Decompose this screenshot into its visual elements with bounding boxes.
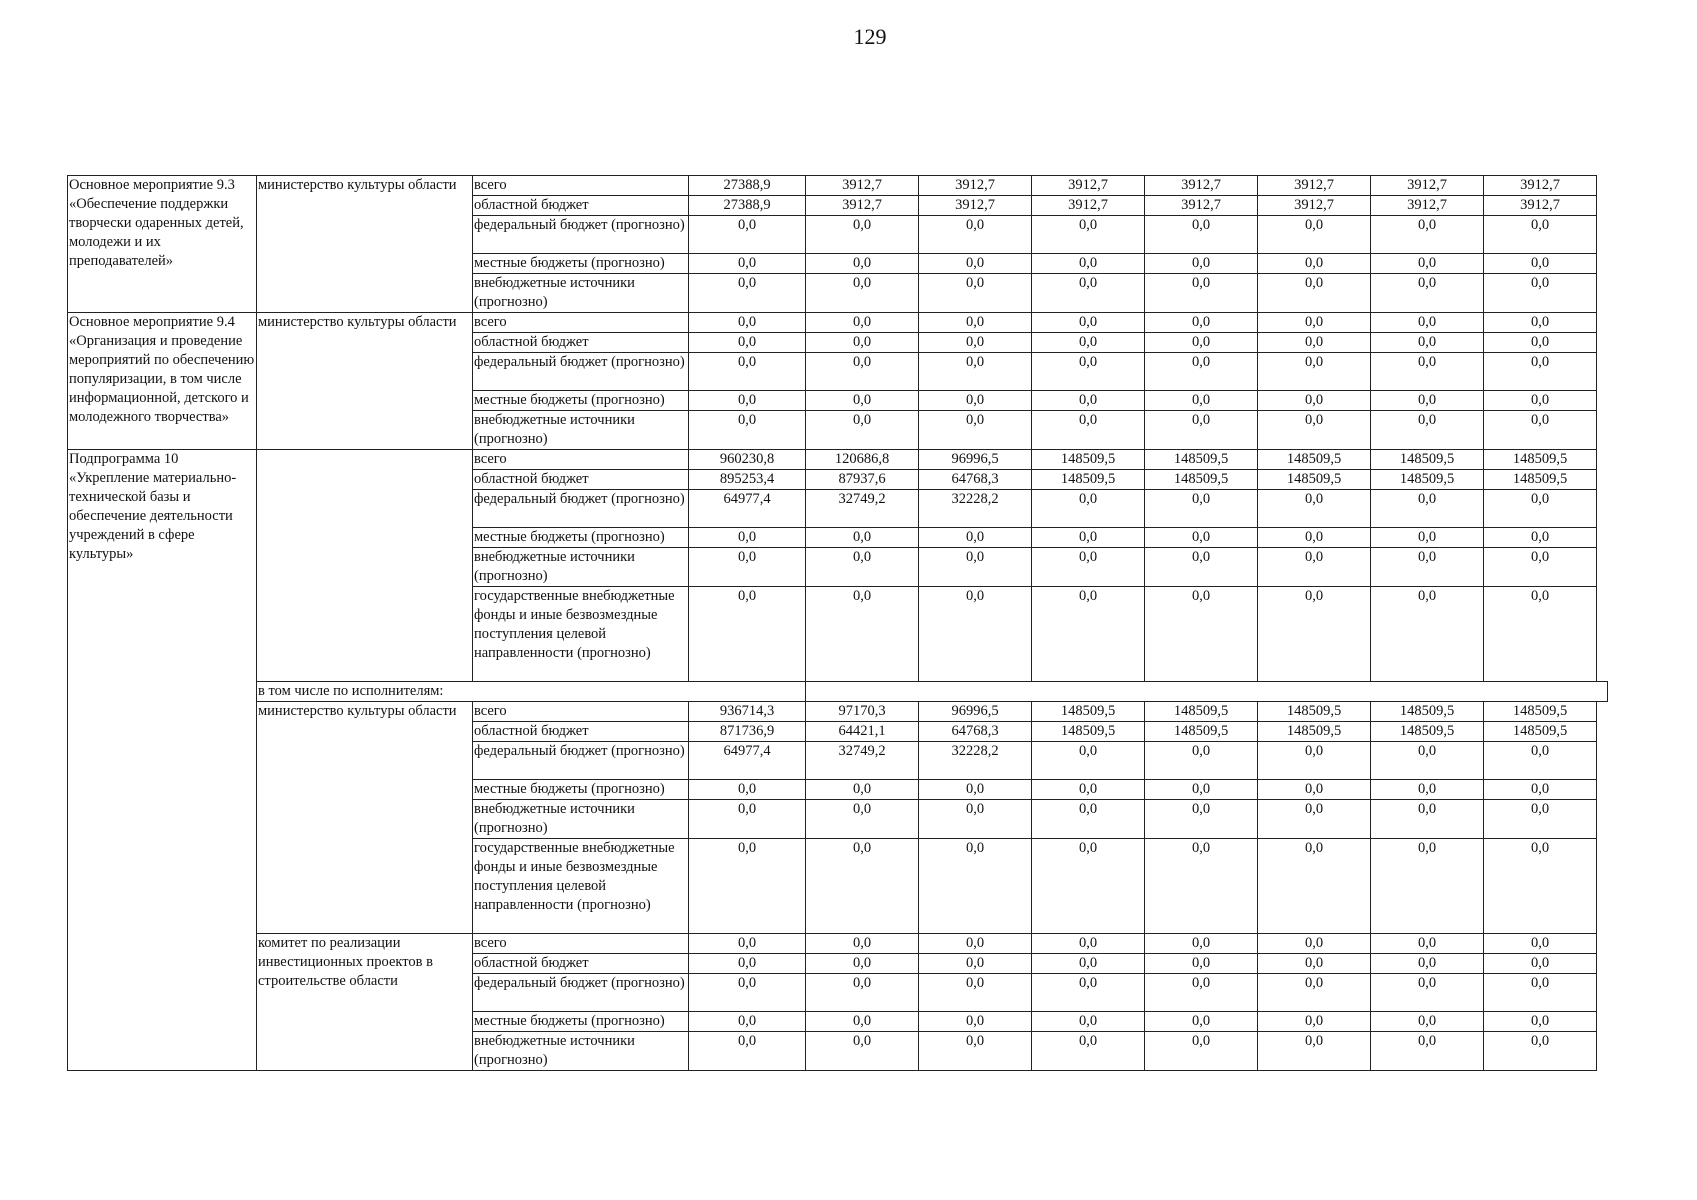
value-cell: 0,0 bbox=[689, 333, 806, 353]
value-cell: 0,0 bbox=[806, 934, 919, 954]
funding-source-label: внебюджетные источники (прогнозно) bbox=[473, 548, 689, 587]
value-cell: 0,0 bbox=[1145, 391, 1258, 411]
value-cell: 0,0 bbox=[1484, 313, 1597, 333]
value-cell: 0,0 bbox=[1258, 254, 1371, 274]
funding-source-label: государственные внебюджетные фонды и иные безвозмездные поступления целевой направленности (прогнозно) bbox=[473, 587, 689, 682]
value-cell: 32749,2 bbox=[806, 742, 919, 780]
value-cell: 0,0 bbox=[1371, 411, 1484, 450]
table-row bbox=[68, 702, 1608, 722]
value-cell: 148509,5 bbox=[1484, 722, 1597, 742]
funding-source-label: федеральный бюджет (прогнозно) bbox=[473, 974, 689, 1012]
value-cell: 0,0 bbox=[1484, 974, 1597, 1012]
funding-source-label: федеральный бюджет (прогнозно) bbox=[473, 490, 689, 528]
value-cell: 148509,5 bbox=[1258, 702, 1371, 722]
funding-source-label: федеральный бюджет (прогнозно) bbox=[473, 742, 689, 780]
value-cell: 0,0 bbox=[1258, 800, 1371, 839]
value-cell: 0,0 bbox=[1032, 254, 1145, 274]
value-cell: 0,0 bbox=[1032, 391, 1145, 411]
value-cell: 0,0 bbox=[1484, 490, 1597, 528]
executor-name: министерство культуры области bbox=[257, 702, 473, 934]
value-cell: 0,0 bbox=[689, 313, 806, 333]
value-cell: 148509,5 bbox=[1484, 702, 1597, 722]
value-cell: 0,0 bbox=[1145, 313, 1258, 333]
value-cell: 895253,4 bbox=[689, 470, 806, 490]
value-cell: 148509,5 bbox=[1145, 722, 1258, 742]
value-cell: 32749,2 bbox=[806, 490, 919, 528]
value-cell: 0,0 bbox=[1371, 333, 1484, 353]
activity-name: Основное мероприятие 9.4 «Организация и проведение мероприятий по обеспечению популяризации, в том числе информационной, детского и молодежного творчества» bbox=[68, 313, 257, 450]
value-cell: 0,0 bbox=[919, 839, 1032, 934]
value-cell: 0,0 bbox=[806, 313, 919, 333]
value-cell: 64977,4 bbox=[689, 490, 806, 528]
value-cell: 0,0 bbox=[806, 254, 919, 274]
value-cell: 0,0 bbox=[806, 528, 919, 548]
value-cell: 0,0 bbox=[1371, 391, 1484, 411]
value-cell: 0,0 bbox=[1032, 548, 1145, 587]
value-cell: 0,0 bbox=[919, 411, 1032, 450]
value-cell: 0,0 bbox=[919, 800, 1032, 839]
funding-source-label: внебюджетные источники (прогнозно) bbox=[473, 1032, 689, 1071]
value-cell: 120686,8 bbox=[806, 450, 919, 470]
value-cell: 0,0 bbox=[1145, 528, 1258, 548]
value-cell: 0,0 bbox=[1032, 780, 1145, 800]
value-cell: 0,0 bbox=[1258, 490, 1371, 528]
value-cell: 0,0 bbox=[1484, 254, 1597, 274]
value-cell: 0,0 bbox=[1145, 490, 1258, 528]
funding-source-label: федеральный бюджет (прогнозно) bbox=[473, 216, 689, 254]
value-cell: 0,0 bbox=[689, 1012, 806, 1032]
value-cell: 148509,5 bbox=[1145, 450, 1258, 470]
value-cell: 0,0 bbox=[1145, 934, 1258, 954]
value-cell: 0,0 bbox=[806, 800, 919, 839]
value-cell: 0,0 bbox=[1258, 1012, 1371, 1032]
value-cell: 0,0 bbox=[806, 974, 919, 1012]
value-cell: 0,0 bbox=[919, 333, 1032, 353]
value-cell: 0,0 bbox=[1032, 216, 1145, 254]
value-cell: 0,0 bbox=[689, 254, 806, 274]
value-cell: 0,0 bbox=[1145, 954, 1258, 974]
value-cell: 0,0 bbox=[1371, 954, 1484, 974]
value-cell: 0,0 bbox=[806, 353, 919, 391]
value-cell: 0,0 bbox=[1032, 839, 1145, 934]
funding-source-label: внебюджетные источники (прогнозно) bbox=[473, 274, 689, 313]
value-cell: 0,0 bbox=[806, 780, 919, 800]
value-cell: 0,0 bbox=[689, 411, 806, 450]
value-cell: 32228,2 bbox=[919, 490, 1032, 528]
value-cell: 0,0 bbox=[1371, 254, 1484, 274]
value-cell: 148509,5 bbox=[1032, 450, 1145, 470]
funding-source-label: всего bbox=[473, 176, 689, 196]
value-cell: 0,0 bbox=[1032, 411, 1145, 450]
activity-name: Основное мероприятие 9.3 «Обеспечение поддержки творчески одаренных детей, молодежи и их преподавателей» bbox=[68, 176, 257, 313]
value-cell: 0,0 bbox=[689, 528, 806, 548]
value-cell: 0,0 bbox=[1371, 839, 1484, 934]
value-cell: 0,0 bbox=[1032, 353, 1145, 391]
value-cell: 0,0 bbox=[1145, 1032, 1258, 1071]
value-cell: 0,0 bbox=[1484, 800, 1597, 839]
value-cell: 148509,5 bbox=[1258, 470, 1371, 490]
value-cell: 0,0 bbox=[919, 353, 1032, 391]
value-cell: 0,0 bbox=[806, 587, 919, 682]
value-cell: 0,0 bbox=[919, 313, 1032, 333]
value-cell: 0,0 bbox=[1258, 974, 1371, 1012]
value-cell: 148509,5 bbox=[1145, 702, 1258, 722]
value-cell: 0,0 bbox=[1258, 274, 1371, 313]
value-cell: 3912,7 bbox=[1484, 196, 1597, 216]
funding-source-label: местные бюджеты (прогнозно) bbox=[473, 528, 689, 548]
value-cell: 64977,4 bbox=[689, 742, 806, 780]
value-cell: 0,0 bbox=[1371, 934, 1484, 954]
funding-source-label: областной бюджет bbox=[473, 333, 689, 353]
value-cell: 0,0 bbox=[1258, 954, 1371, 974]
value-cell: 0,0 bbox=[689, 391, 806, 411]
value-cell: 27388,9 bbox=[689, 196, 806, 216]
value-cell: 0,0 bbox=[1371, 800, 1484, 839]
value-cell: 0,0 bbox=[1371, 313, 1484, 333]
value-cell: 0,0 bbox=[1484, 528, 1597, 548]
value-cell: 0,0 bbox=[1484, 274, 1597, 313]
value-cell: 148509,5 bbox=[1371, 450, 1484, 470]
value-cell: 0,0 bbox=[689, 274, 806, 313]
value-cell: 0,0 bbox=[806, 1032, 919, 1071]
value-cell: 0,0 bbox=[1484, 353, 1597, 391]
value-cell: 0,0 bbox=[1371, 974, 1484, 1012]
value-cell: 64768,3 bbox=[919, 722, 1032, 742]
value-cell: 0,0 bbox=[919, 274, 1032, 313]
table-row bbox=[68, 934, 1608, 954]
value-cell: 0,0 bbox=[1145, 216, 1258, 254]
value-cell: 0,0 bbox=[1371, 1032, 1484, 1071]
value-cell: 3912,7 bbox=[1032, 196, 1145, 216]
value-cell: 0,0 bbox=[1032, 934, 1145, 954]
executor-name: министерство культуры области bbox=[257, 176, 473, 313]
executor-name: комитет по реализации инвестиционных проектов в строительстве области bbox=[257, 934, 473, 1071]
value-cell: 3912,7 bbox=[1258, 176, 1371, 196]
value-cell: 0,0 bbox=[806, 954, 919, 974]
value-cell: 0,0 bbox=[689, 934, 806, 954]
value-cell: 0,0 bbox=[919, 254, 1032, 274]
value-cell: 0,0 bbox=[1258, 333, 1371, 353]
value-cell: 0,0 bbox=[1484, 333, 1597, 353]
value-cell: 0,0 bbox=[1258, 313, 1371, 333]
value-cell: 0,0 bbox=[806, 1012, 919, 1032]
empty-cell bbox=[806, 682, 1608, 702]
value-cell: 0,0 bbox=[1371, 216, 1484, 254]
value-cell: 0,0 bbox=[1145, 974, 1258, 1012]
funding-source-label: федеральный бюджет (прогнозно) bbox=[473, 353, 689, 391]
value-cell: 0,0 bbox=[806, 274, 919, 313]
value-cell: 0,0 bbox=[919, 954, 1032, 974]
value-cell: 3912,7 bbox=[1032, 176, 1145, 196]
value-cell: 0,0 bbox=[1032, 1032, 1145, 1071]
value-cell: 0,0 bbox=[1258, 391, 1371, 411]
value-cell: 0,0 bbox=[1032, 1012, 1145, 1032]
value-cell: 0,0 bbox=[689, 954, 806, 974]
value-cell: 0,0 bbox=[1484, 216, 1597, 254]
value-cell: 0,0 bbox=[1145, 839, 1258, 934]
value-cell: 0,0 bbox=[689, 1032, 806, 1071]
value-cell: 0,0 bbox=[689, 548, 806, 587]
value-cell: 148509,5 bbox=[1484, 470, 1597, 490]
value-cell: 3912,7 bbox=[806, 176, 919, 196]
value-cell: 0,0 bbox=[1258, 216, 1371, 254]
value-cell: 0,0 bbox=[1032, 974, 1145, 1012]
table-body bbox=[68, 176, 1608, 1071]
table-row bbox=[68, 176, 1608, 196]
value-cell: 148509,5 bbox=[1032, 470, 1145, 490]
value-cell: 87937,6 bbox=[806, 470, 919, 490]
value-cell: 0,0 bbox=[1145, 411, 1258, 450]
value-cell: 871736,9 bbox=[689, 722, 806, 742]
value-cell: 0,0 bbox=[1145, 353, 1258, 391]
value-cell: 0,0 bbox=[1258, 934, 1371, 954]
subprogram-name: Подпрограмма 10 «Укрепление материально-технической базы и обеспечение деятельности учреждений в сфере культуры» bbox=[68, 450, 257, 1071]
funding-source-label: государственные внебюджетные фонды и иные безвозмездные поступления целевой направленности (прогнозно) bbox=[473, 839, 689, 934]
value-cell: 0,0 bbox=[806, 391, 919, 411]
value-cell: 148509,5 bbox=[1032, 722, 1145, 742]
value-cell: 0,0 bbox=[919, 528, 1032, 548]
value-cell: 0,0 bbox=[1258, 548, 1371, 587]
budget-table bbox=[67, 175, 1608, 1071]
value-cell: 3912,7 bbox=[919, 196, 1032, 216]
value-cell: 0,0 bbox=[1484, 548, 1597, 587]
value-cell: 0,0 bbox=[1371, 274, 1484, 313]
funding-source-label: местные бюджеты (прогнозно) bbox=[473, 391, 689, 411]
value-cell: 0,0 bbox=[1371, 780, 1484, 800]
value-cell: 0,0 bbox=[1032, 587, 1145, 682]
value-cell: 0,0 bbox=[1258, 1032, 1371, 1071]
value-cell: 0,0 bbox=[806, 216, 919, 254]
value-cell: 0,0 bbox=[806, 333, 919, 353]
value-cell: 0,0 bbox=[1484, 742, 1597, 780]
funding-source-label: местные бюджеты (прогнозно) bbox=[473, 254, 689, 274]
value-cell: 0,0 bbox=[1145, 742, 1258, 780]
value-cell: 0,0 bbox=[1484, 934, 1597, 954]
value-cell: 0,0 bbox=[1145, 274, 1258, 313]
funding-source-label: внебюджетные источники (прогнозно) bbox=[473, 411, 689, 450]
value-cell: 0,0 bbox=[1145, 333, 1258, 353]
value-cell: 3912,7 bbox=[919, 176, 1032, 196]
value-cell: 0,0 bbox=[689, 974, 806, 1012]
value-cell: 0,0 bbox=[1258, 528, 1371, 548]
executor-name: министерство культуры области bbox=[257, 313, 473, 450]
value-cell: 0,0 bbox=[1145, 800, 1258, 839]
value-cell: 0,0 bbox=[1371, 1012, 1484, 1032]
value-cell: 0,0 bbox=[1145, 1012, 1258, 1032]
value-cell: 27388,9 bbox=[689, 176, 806, 196]
value-cell: 0,0 bbox=[806, 839, 919, 934]
funding-source-label: областной бюджет bbox=[473, 722, 689, 742]
value-cell: 0,0 bbox=[689, 800, 806, 839]
funding-source-label: областной бюджет bbox=[473, 196, 689, 216]
value-cell: 0,0 bbox=[1371, 528, 1484, 548]
funding-source-label: всего bbox=[473, 450, 689, 470]
value-cell: 0,0 bbox=[1258, 587, 1371, 682]
value-cell: 3912,7 bbox=[1371, 196, 1484, 216]
value-cell: 0,0 bbox=[1032, 313, 1145, 333]
value-cell: 0,0 bbox=[1032, 490, 1145, 528]
value-cell: 0,0 bbox=[1371, 742, 1484, 780]
value-cell: 0,0 bbox=[689, 839, 806, 934]
value-cell: 97170,3 bbox=[806, 702, 919, 722]
value-cell: 0,0 bbox=[1258, 839, 1371, 934]
value-cell: 0,0 bbox=[1258, 780, 1371, 800]
value-cell: 148509,5 bbox=[1032, 702, 1145, 722]
value-cell: 0,0 bbox=[919, 587, 1032, 682]
table-row bbox=[68, 450, 1608, 470]
executor-name bbox=[257, 450, 473, 682]
value-cell: 0,0 bbox=[806, 411, 919, 450]
value-cell: 0,0 bbox=[689, 216, 806, 254]
value-cell: 0,0 bbox=[1145, 254, 1258, 274]
value-cell: 0,0 bbox=[1032, 742, 1145, 780]
value-cell: 0,0 bbox=[1371, 548, 1484, 587]
by-executors-label: в том числе по исполнителям: bbox=[257, 682, 806, 702]
value-cell: 0,0 bbox=[1371, 353, 1484, 391]
value-cell: 0,0 bbox=[1484, 587, 1597, 682]
value-cell: 0,0 bbox=[1032, 954, 1145, 974]
value-cell: 148509,5 bbox=[1258, 450, 1371, 470]
value-cell: 0,0 bbox=[919, 780, 1032, 800]
page-number: 129 bbox=[853, 24, 887, 49]
value-cell: 0,0 bbox=[919, 548, 1032, 587]
table-row bbox=[68, 313, 1608, 333]
value-cell: 0,0 bbox=[1032, 800, 1145, 839]
value-cell: 0,0 bbox=[1484, 1032, 1597, 1071]
value-cell: 3912,7 bbox=[1145, 196, 1258, 216]
value-cell: 0,0 bbox=[806, 548, 919, 587]
value-cell: 0,0 bbox=[1484, 839, 1597, 934]
value-cell: 148509,5 bbox=[1371, 702, 1484, 722]
value-cell: 0,0 bbox=[1484, 391, 1597, 411]
funding-source-label: областной бюджет bbox=[473, 954, 689, 974]
value-cell: 3912,7 bbox=[806, 196, 919, 216]
value-cell: 148509,5 bbox=[1258, 722, 1371, 742]
funding-source-label: местные бюджеты (прогнозно) bbox=[473, 1012, 689, 1032]
value-cell: 64421,1 bbox=[806, 722, 919, 742]
value-cell: 0,0 bbox=[919, 391, 1032, 411]
value-cell: 0,0 bbox=[1258, 411, 1371, 450]
funding-source-label: всего bbox=[473, 934, 689, 954]
value-cell: 0,0 bbox=[1032, 528, 1145, 548]
funding-source-label: внебюджетные источники (прогнозно) bbox=[473, 800, 689, 839]
value-cell: 148509,5 bbox=[1145, 470, 1258, 490]
funding-source-label: всего bbox=[473, 313, 689, 333]
value-cell: 0,0 bbox=[689, 587, 806, 682]
value-cell: 3912,7 bbox=[1484, 176, 1597, 196]
value-cell: 96996,5 bbox=[919, 450, 1032, 470]
value-cell: 0,0 bbox=[1258, 353, 1371, 391]
value-cell: 0,0 bbox=[1032, 274, 1145, 313]
value-cell: 0,0 bbox=[1371, 587, 1484, 682]
value-cell: 3912,7 bbox=[1145, 176, 1258, 196]
value-cell: 0,0 bbox=[1258, 742, 1371, 780]
value-cell: 936714,3 bbox=[689, 702, 806, 722]
value-cell: 3912,7 bbox=[1371, 176, 1484, 196]
funding-source-label: всего bbox=[473, 702, 689, 722]
value-cell: 3912,7 bbox=[1258, 196, 1371, 216]
value-cell: 0,0 bbox=[1371, 490, 1484, 528]
value-cell: 0,0 bbox=[919, 1012, 1032, 1032]
funding-source-label: областной бюджет bbox=[473, 470, 689, 490]
value-cell: 0,0 bbox=[689, 780, 806, 800]
value-cell: 148509,5 bbox=[1484, 450, 1597, 470]
value-cell: 0,0 bbox=[1484, 1012, 1597, 1032]
value-cell: 0,0 bbox=[919, 974, 1032, 1012]
funding-source-label: местные бюджеты (прогнозно) bbox=[473, 780, 689, 800]
value-cell: 0,0 bbox=[1145, 548, 1258, 587]
value-cell: 0,0 bbox=[919, 1032, 1032, 1071]
value-cell: 0,0 bbox=[1032, 333, 1145, 353]
value-cell: 0,0 bbox=[1145, 780, 1258, 800]
value-cell: 0,0 bbox=[1484, 780, 1597, 800]
table-row bbox=[68, 682, 1608, 702]
value-cell: 148509,5 bbox=[1371, 470, 1484, 490]
value-cell: 0,0 bbox=[919, 216, 1032, 254]
value-cell: 0,0 bbox=[1484, 954, 1597, 974]
value-cell: 960230,8 bbox=[689, 450, 806, 470]
value-cell: 0,0 bbox=[689, 353, 806, 391]
value-cell: 32228,2 bbox=[919, 742, 1032, 780]
value-cell: 96996,5 bbox=[919, 702, 1032, 722]
value-cell: 148509,5 bbox=[1371, 722, 1484, 742]
value-cell: 0,0 bbox=[919, 934, 1032, 954]
value-cell: 0,0 bbox=[1145, 587, 1258, 682]
value-cell: 0,0 bbox=[1484, 411, 1597, 450]
value-cell: 64768,3 bbox=[919, 470, 1032, 490]
